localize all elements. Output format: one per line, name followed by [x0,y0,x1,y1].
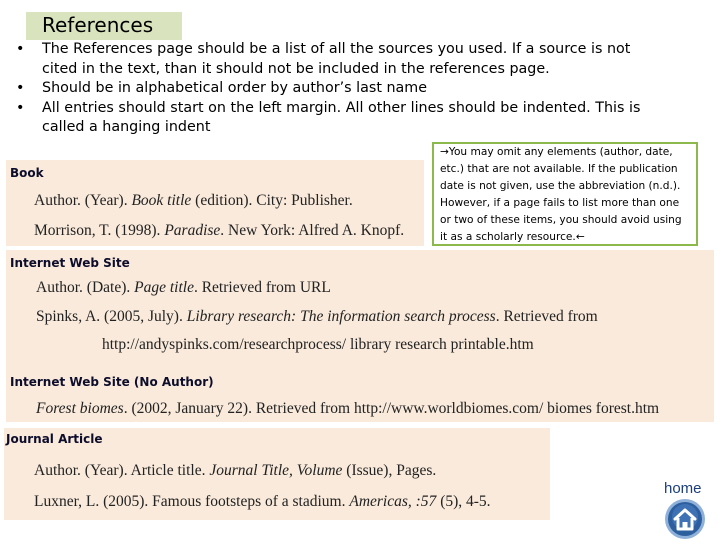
web-template: Author. (Date). Page title. Retrieved from URL [36,279,331,296]
bullet-dot: • [16,99,25,116]
bullet-list [14,40,664,138]
bullet-item [14,40,664,79]
web-panel [6,250,714,422]
journal-heading: Journal Article [6,432,103,446]
bullet-text: Should be in alphabetical order by author’s last name [42,80,428,96]
book-heading: Book [10,166,44,180]
web-noauthor-example: Forest biomes. (2002, January 22). Retrieved from http://www.worldbiomes.com/ biomes forest.htm [36,400,660,417]
bullet-text: All entries should start on the left margin. All other lines should be indented. This is called a hanging indent [42,99,641,135]
book-panel [6,160,424,246]
journal-panel [4,428,550,520]
web-example-url: http://andyspinks.com/researchprocess/ library research printable.htm [102,336,534,353]
slide-title: References [42,13,154,37]
home-icon[interactable] [664,498,706,540]
web-example: Spinks, A. (2005, July). Library research: The information search process. Retrieved from [36,308,598,325]
web-noauthor-heading: Internet Web Site (No Author) [10,375,214,389]
home-label[interactable]: home [664,480,702,497]
web-heading: Internet Web Site [10,256,130,270]
note-text: You may omit any elements (author, date, etc.) that are not available. If the publication date is not given, use the abbreviation (n.d.). However, if a page fails to list more than one or two of these items, you should avoid using it as a scholarly resource. [440,146,682,243]
bullet-dot: • [16,80,25,96]
book-example: Morrison, T. (1998). Paradise. New York: Alfred A. Knopf. [34,222,405,239]
arrow-left-icon: ← [575,231,585,243]
bullet-item [14,99,664,138]
slide-title-box [26,12,182,40]
book-template: Author. (Year). Book title (edition). City: Publisher. [34,192,353,209]
omit-elements-note [432,142,698,246]
bullet-item [14,79,664,99]
home-button[interactable] [664,498,706,540]
arrow-right-icon: → [440,146,449,158]
bullet-text: The References page should be a list of all the sources you used. If a source is not cited in the text, than it should not be included in the references page. [42,41,631,77]
journal-example: Luxner, L. (2005). Famous footsteps of a stadium. Americas, :57 (5), 4-5. [34,493,491,510]
bullet-dot: • [16,41,25,57]
journal-template: Author. (Year). Article title. Journal Title, Volume (Issue), Pages. [34,462,437,479]
